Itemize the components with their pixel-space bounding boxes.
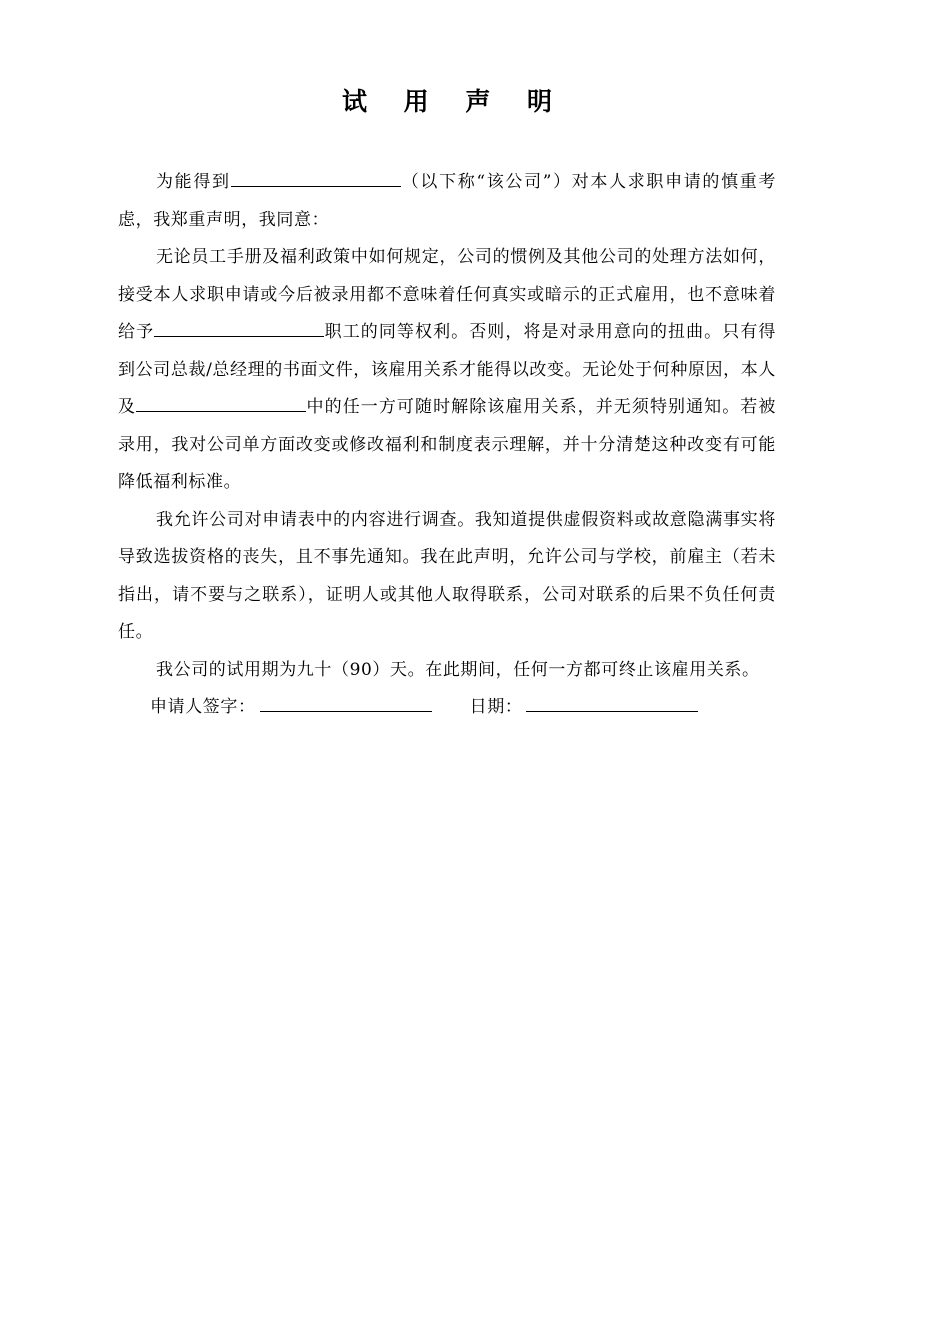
date-field[interactable] xyxy=(526,693,698,712)
intro-text-a: 为能得到 xyxy=(156,172,231,192)
document-page xyxy=(118,80,776,727)
applicant-signature-field[interactable] xyxy=(260,693,432,712)
company-name-blank[interactable] xyxy=(231,168,401,187)
paragraph-probation: 我公司的试用期为九十（90）天。在此期间，任何一方都可终止该雇用关系。 xyxy=(156,659,760,680)
paragraph-investigation: 我允许公司对申请表中的内容进行调查。我知道提供虚假资料或故意隐满事实将导致选拔资格的丧失，且不事先通知。我在此声明，允许公司与学校，前雇主（若未指出，请不要与之联系），证明人或其他人取得联系，公司对联系的后果不负任何责任。 xyxy=(118,509,776,642)
signature-row xyxy=(118,689,776,727)
document-title: 试 用 声 明 xyxy=(341,87,567,116)
paragraph-intro xyxy=(118,164,776,239)
intro-text-b: （以下称“该公司”）对本人求职申请的慎重考虑，我郑重声明，我同意： xyxy=(118,172,777,230)
company-blank-2[interactable] xyxy=(154,318,324,337)
applicant-signature-label: 申请人签字： xyxy=(150,697,256,717)
terms-text-b: 职工的同等权利。否则，将是对录用意向的扭曲。只有得到公司总裁/总经理的书面文件，该雇用关系才能得以改变。无论处于何种原因，本人及 xyxy=(118,322,777,417)
paragraph-employment-terms xyxy=(118,239,776,502)
company-blank-3[interactable] xyxy=(136,393,306,412)
terms-text-a: 无论员工手册及福利政策中如何规定，公司的惯例及其他公司的处理方法如何，接受本人求职申请或今后被录用都不意味着任何真实或暗示的正式雇用，也不意味着给予 xyxy=(118,247,776,342)
date-label: 日期： xyxy=(469,697,523,717)
terms-text-c: 中的任一方可随时解除该雇用关系，并无须特别通知。若被录用，我对公司单方面改变或修改福利和制度表示理解，并十分清楚这种改变有可能降低福利标准。 xyxy=(118,397,776,492)
